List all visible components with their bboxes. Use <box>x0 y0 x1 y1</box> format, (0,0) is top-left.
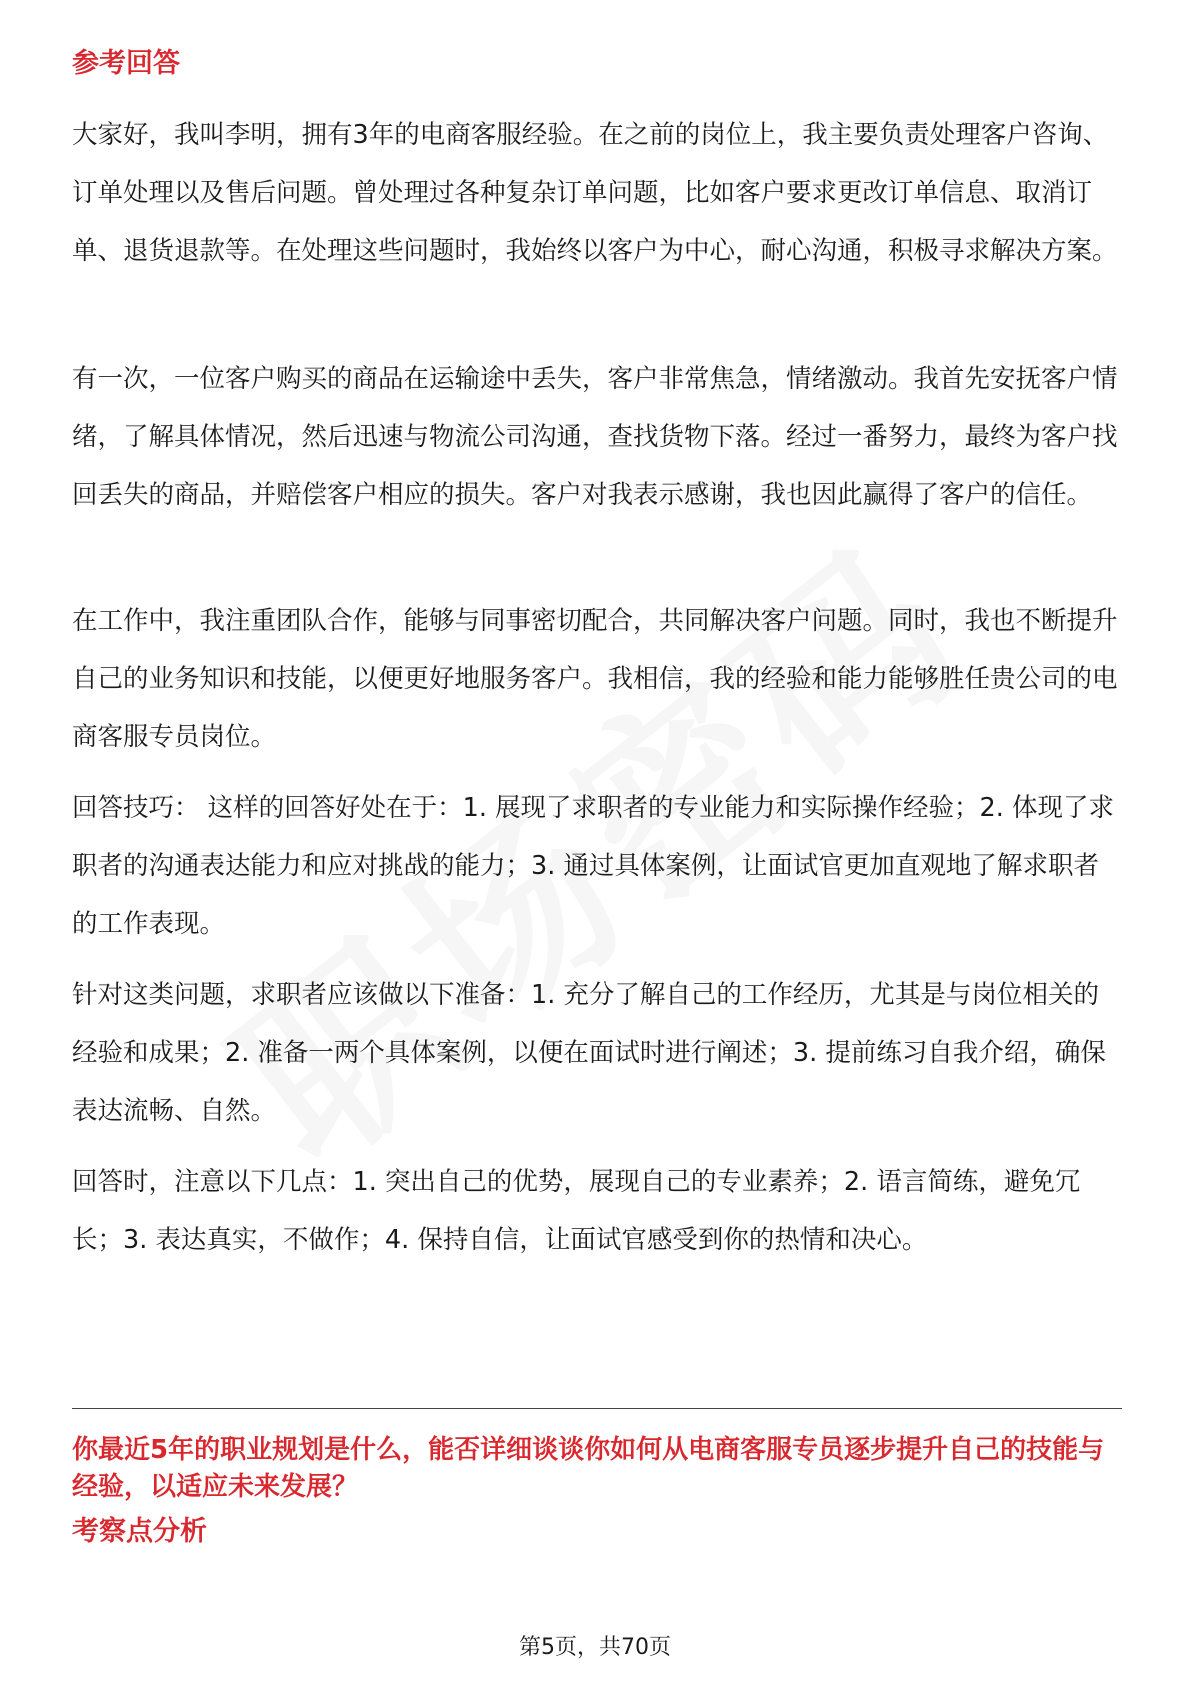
paragraph-intro: 大家好，我叫李明，拥有3年的电商客服经验。在之前的岗位上，我主要负责处理客户咨询、订单处理以及售后问题。曾处理过各种复杂订单问题，比如客户要求更改订单信息、取消订单、退货退款等。在处理这些问题时，我始终以客户为中心，耐心沟通，积极寻求解决方案。 <box>72 120 1118 266</box>
page-footer: 第5页，共70页 <box>519 1635 671 1660</box>
next-question: 你最近5年的职业规划是什么，能否详细谈谈你如何从电商客服专员逐步提升自己的技能与经验，以适应未来发展？ <box>72 1435 1105 1502</box>
answer-heading: 参考回答 <box>72 48 180 79</box>
analysis-heading: 考察点分析 <box>72 1516 207 1547</box>
paragraph-tips: 回答技巧： 这样的回答好处在于：1. 展现了求职者的专业能力和实际操作经验；2. 体现了求职者的沟通表达能力和应对挑战的能力；3. 通过具体案例，让面试官更加直观地了解求职者的工作表现。 <box>72 793 1114 939</box>
paragraph-notes: 回答时，注意以下几点：1. 突出自己的优势，展现自己的专业素养；2. 语言简练，避免冗长；3. 表达真实，不做作；4. 保持自信，让面试官感受到你的热情和决心。 <box>72 1167 1081 1255</box>
paragraph-teamwork: 在工作中，我注重团队合作，能够与同事密切配合，共同解决客户问题。同时，我也不断提升自己的业务知识和技能，以便更好地服务客户。我相信，我的经验和能力能够胜任贵公司的电商客服专员岗位。 <box>72 606 1118 752</box>
section-divider <box>72 1408 1122 1409</box>
paragraph-case: 有一次，一位客户购买的商品在运输途中丢失，客户非常焦急，情绪激动。我首先安抚客户情绪，了解具体情况，然后迅速与物流公司沟通，查找货物下落。经过一番努力，最终为客户找回丢失的商品，并赔偿客户相应的损失。客户对我表示感谢，我也因此赢得了客户的信任。 <box>72 364 1118 510</box>
paragraph-preparation: 针对这类问题，求职者应该做以下准备：1. 充分了解自己的工作经历，尤其是与岗位相关的经验和成果；2. 准备一两个具体案例，以便在面试时进行阐述；3. 提前练习自我介绍，确保表达流畅、自然。 <box>72 980 1106 1126</box>
